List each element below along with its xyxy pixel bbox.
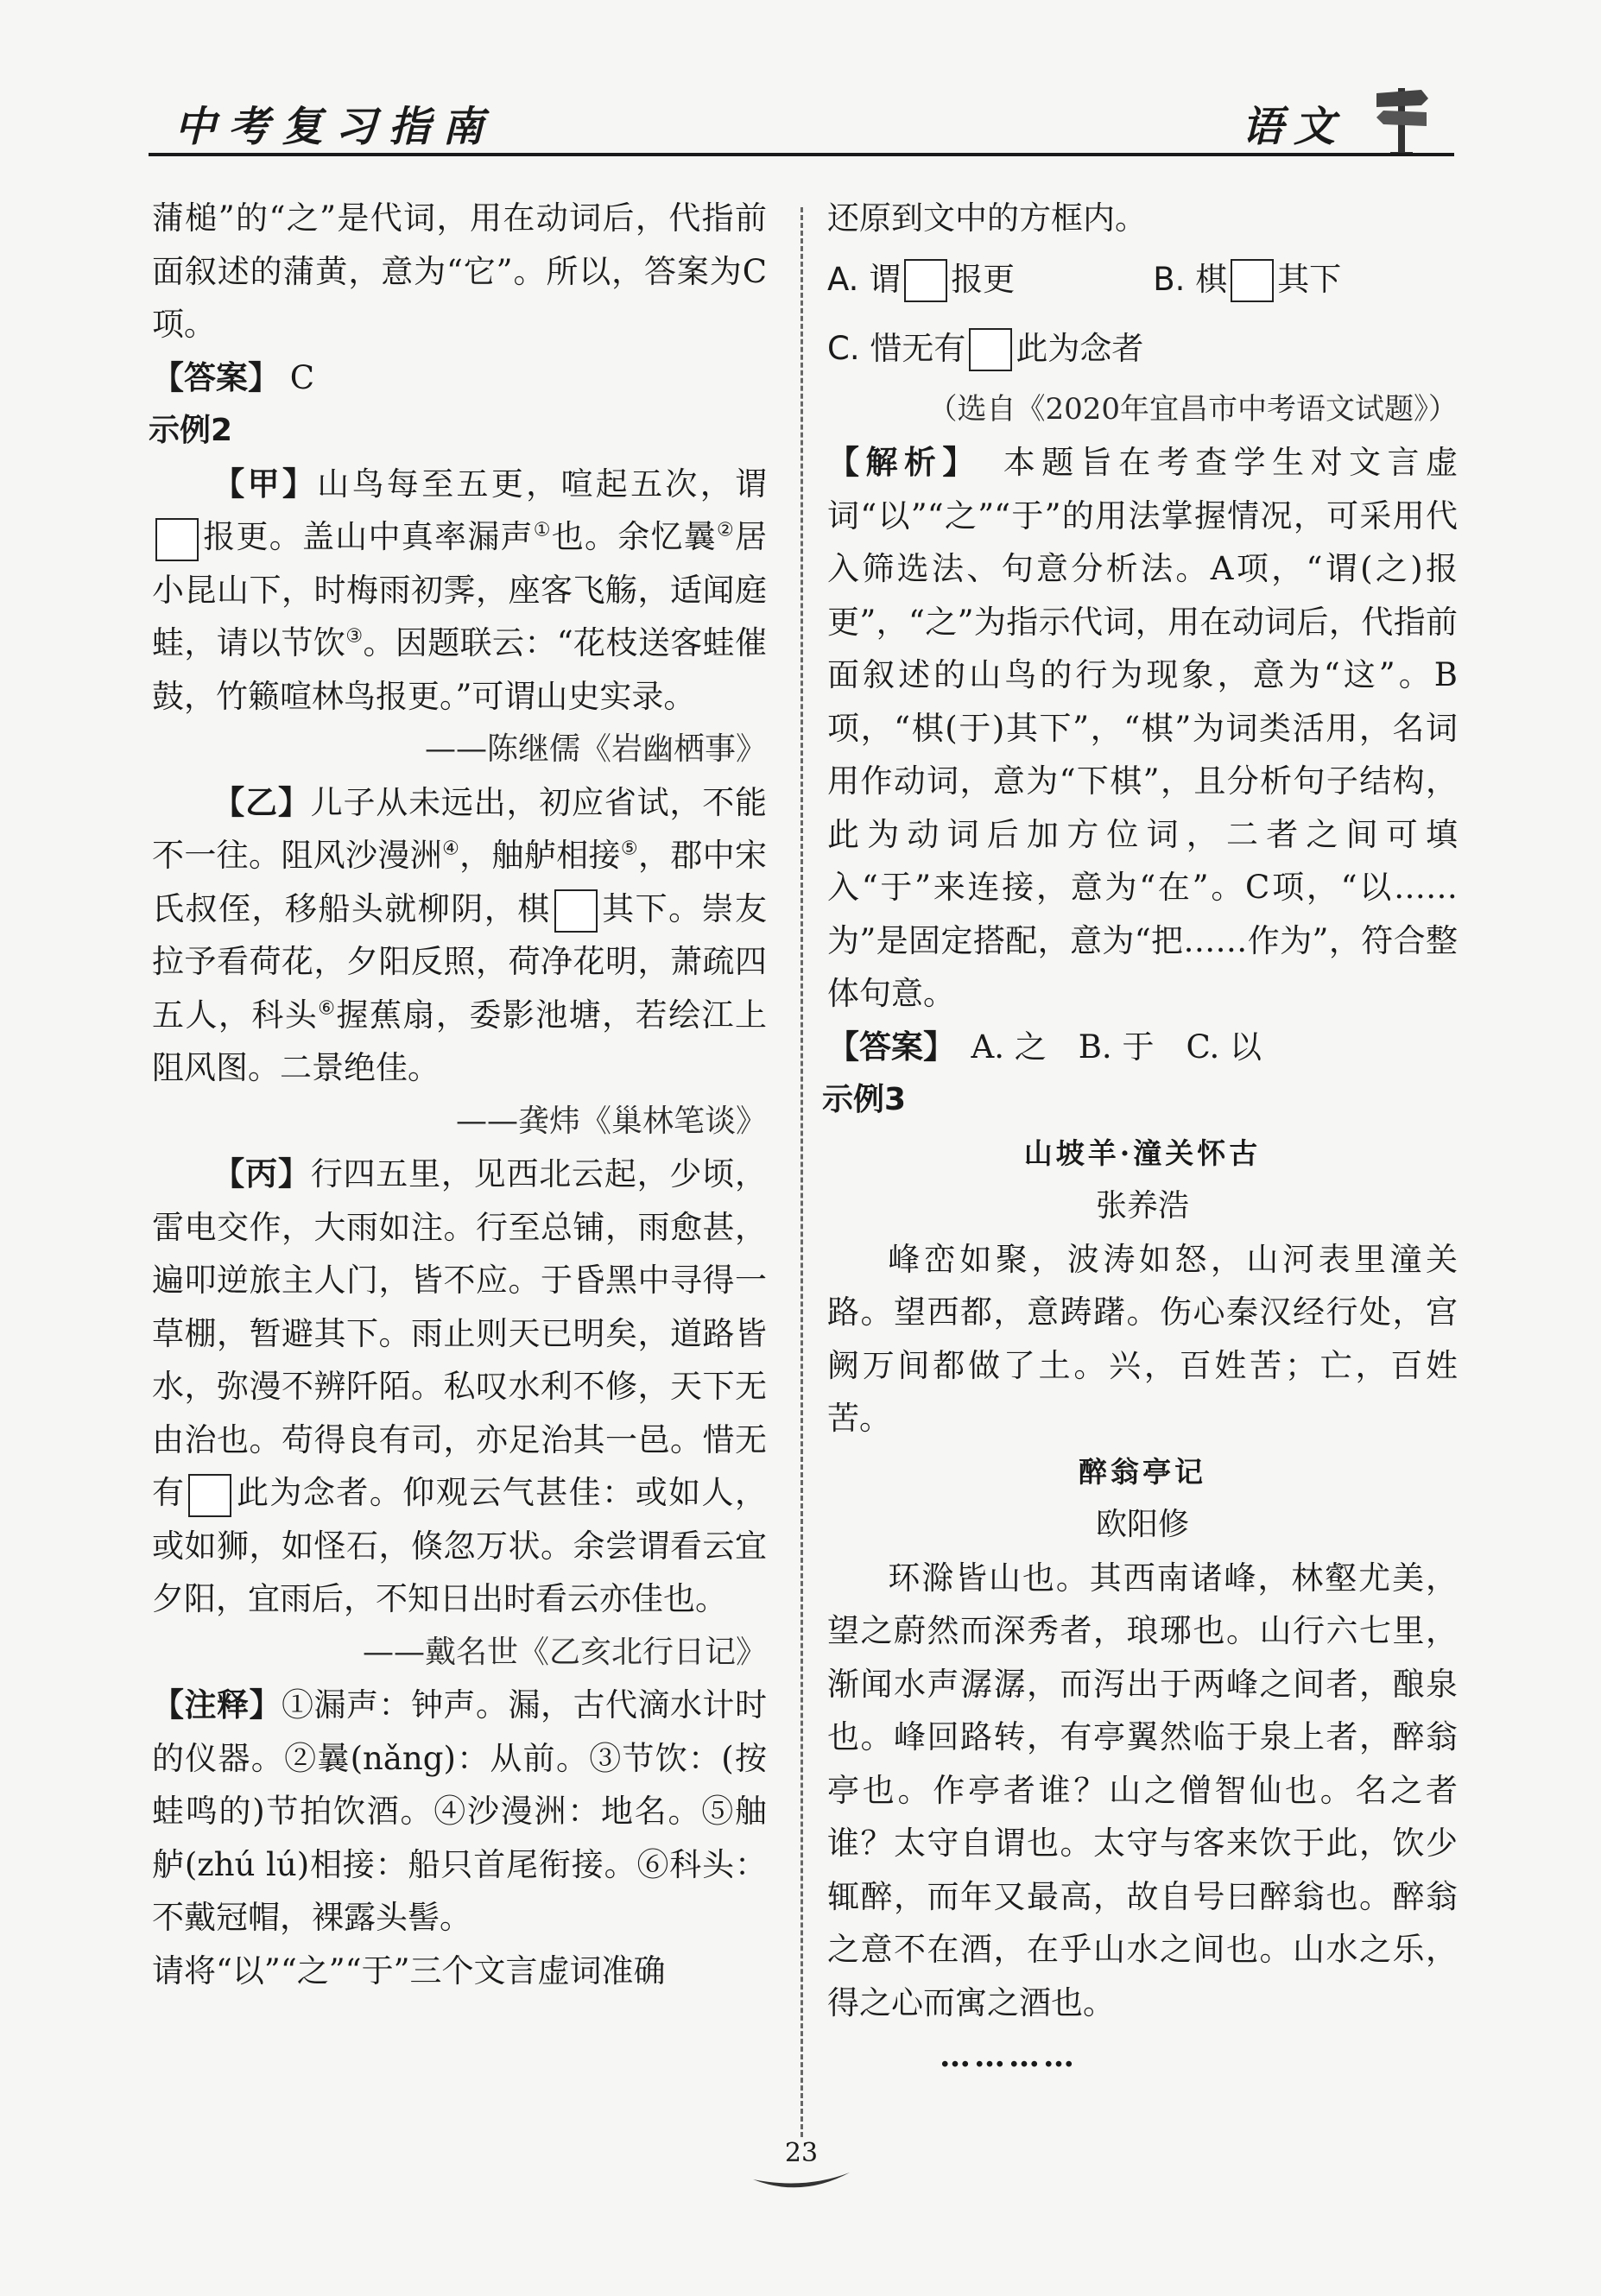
question-continued: 还原到文中的方框内。 [827,199,1147,237]
poem-title: 山坡羊·潼关怀古 [1023,1135,1262,1170]
answer-value: C [289,358,315,396]
book-title: 中考复习指南 [174,103,497,151]
answer-1 [152,351,767,405]
option-c-box[interactable] [969,328,1012,371]
bing-text-2: 此为念者。仰观云气甚佳：或如人，或如狮，如怪石，倏忽万状。余尝谓看云宜夕阳，宜雨后，不知日出时看云亦佳也。 [152,1474,768,1617]
essay-author: 欧阳修 [1095,1507,1189,1542]
jia-text-4: 居小昆山下，时梅雨初霁，座客飞觞，适闻庭蛙，请以节饮 [152,518,768,661]
blank-box-b[interactable] [554,889,598,933]
option-c [827,314,1143,383]
page-swoosh-icon [744,2160,858,2195]
option-b-pre: B. 棋 [1153,260,1228,298]
page-number: 23 [784,2138,819,2168]
option-a-pre: A. 谓 [827,260,902,298]
jia-text-2: 报更。盖山中真率漏声 [202,518,534,555]
option-a [827,245,1015,314]
right-column [822,192,1458,2074]
jia-source: ——陈继儒《岩幽栖事》 [424,731,767,767]
poem-author: 张养浩 [1095,1188,1189,1224]
options [827,245,1458,383]
passage-jia [152,458,767,724]
subject-title: 语文 [1242,103,1346,151]
option-a-box[interactable] [904,259,947,302]
option-b-box[interactable] [1231,259,1274,302]
yi-label: 【乙】 [212,783,311,821]
note-ref-2: ② [717,519,736,541]
blank-box-c[interactable] [188,1474,231,1517]
analysis-text: 本题旨在考查学生对文言虚词“以”“之”“于”的用法掌握情况，可采用代入筛选法、句意分析法。A项，“谓(之)报更”，“之”为指示代词，用在动词后，代指前面叙述的山鸟的行为现象，意为“这”。B项，“棋(于)其下”，“棋”为词类活用，名词用作动词，意为“下棋”，且分析句子结构，此为动词后加方位词，二者之间可填入“于”来连接，意为“在”。C项，“以……为”是固定搭配，意为“把……作为”，符合整体句意。 [827,444,1458,1012]
question-text: 请将“以”“之”“于”三个文言虚词准确 [152,1951,666,1989]
signpost-icon [1371,79,1432,157]
yi-text-1: 儿子从未远出，初应省试，不能不一往。阻风沙漫洲 [152,783,768,874]
jia-text-3: 也。余忆曩 [551,518,718,555]
bing-source: ——戴名世《乙亥北行日记》 [362,1634,767,1670]
analysis [827,436,1458,1021]
jia-text-1: 山鸟每至五更，喧起五次，谓 [317,465,768,503]
blank-box-a[interactable] [155,518,199,561]
analysis-label: 【解析】 [827,444,965,481]
left-column [149,192,768,1997]
notes [152,1679,767,1945]
yi-text-5: 握蕉扇，委影池塘，若绘江上阻风图。二景绝佳。 [152,996,767,1086]
option-c-pre: C. 惜无有 [827,329,966,367]
notes-text: ①漏声：钟声。漏，古代滴水计时的仪器。②曩(nǎng)：从前。③节饮：(按蛙鸣的)节拍饮酒。④沙漫洲：地名。⑤舳舻(zhú lú)相接：船只首尾衔接。⑥科头：不戴冠帽，裸露头髻。 [152,1686,767,1936]
yi-text-3: ，郡中宋氏叔侄，移船头就柳阴，棋 [152,837,767,927]
yi-source: ——龚炜《巢林笔谈》 [455,1103,767,1139]
essay-title: 醉翁亭记 [1079,1454,1206,1489]
ellipsis: ………… [940,2038,1078,2074]
answer-2 [827,1021,1458,1074]
jia-text-5: 。因题联云：“花枝送客蛙催鼓，竹籁喧林鸟报更。”可谓山史实录。 [152,624,767,715]
notes-label: 【注释】 [152,1686,282,1724]
header-rule [149,153,1454,156]
example-3-heading: 示例3 [822,1082,907,1117]
passage-yi [152,776,767,1095]
question-source: （选自《2020年宜昌市中考语文试题》） [927,391,1458,427]
answer-2-value: A. 之 B. 于 C. 以 [971,1028,1262,1066]
option-c-post: 此为念者 [1016,329,1144,367]
note-ref-1: ① [533,519,552,541]
yi-text-4: 其下。崇友拉予看荷花，夕阳反照，荷净花明，萧疏四五人，科头 [152,889,768,1034]
yi-text-2: ，舳舻相接 [459,837,621,874]
bing-label: 【丙】 [212,1155,311,1192]
answer-2-label: 【答案】 [827,1028,940,1066]
column-divider [800,207,803,2137]
jia-label: 【甲】 [212,465,318,503]
option-b-post: 其下 [1277,260,1342,298]
answer-label: 【答案】 [152,358,280,396]
page-number-area [744,2138,858,2198]
intro-text: 蒲槌”的“之”是代词，用在动词后，代指前面叙述的蒲黄，意为“它”。所以，答案为C项。 [152,199,767,343]
option-b [1153,245,1341,314]
option-a-post: 报更 [951,260,1016,298]
note-ref-4: ④ [442,838,460,860]
passage-bing [152,1148,767,1626]
bing-text-1: 行四五里，见西北云起，少顷，雷电交作，大雨如注。行至总铺，雨愈甚，遍叩逆旅主人门，皆不应。于昏黑中寻得一草棚，暂避其下。雨止则天已明矣，道路皆水，弥漫不辨阡陌。私叹水利不修，天下无由治也。苟得良有司，亦足治其一邑。惜无有 [152,1155,768,1511]
poem-text: 峰峦如聚，波涛如怒，山河表里潼关路。望西都，意踌躇。伤心秦汉经行处，宫阙万间都做了土。兴，百姓苦；亡，百姓苦。 [827,1240,1458,1437]
note-ref-5: ⑤ [620,838,638,860]
essay-text: 环滁皆山也。其西南诸峰，林壑尤美，望之蔚然而深秀者，琅琊也。山行六七里，渐闻水声潺潺，而泻出于两峰之间者，酿泉也。峰回路转，有亭翼然临于泉上者，醉翁亭也。作亭者谁？山之僧智仙也。名之者谁？太守自谓也。太守与客来饮于此，饮少辄醉，而年又最高，故自号曰醉翁也。醉翁之意不在酒，在乎山水之间也。山水之乐，得之心而寓之酒也。 [827,1559,1458,2021]
example-2-heading: 示例2 [149,413,233,448]
note-ref-6: ⑥ [318,997,337,1020]
note-ref-3: ③ [345,625,364,648]
